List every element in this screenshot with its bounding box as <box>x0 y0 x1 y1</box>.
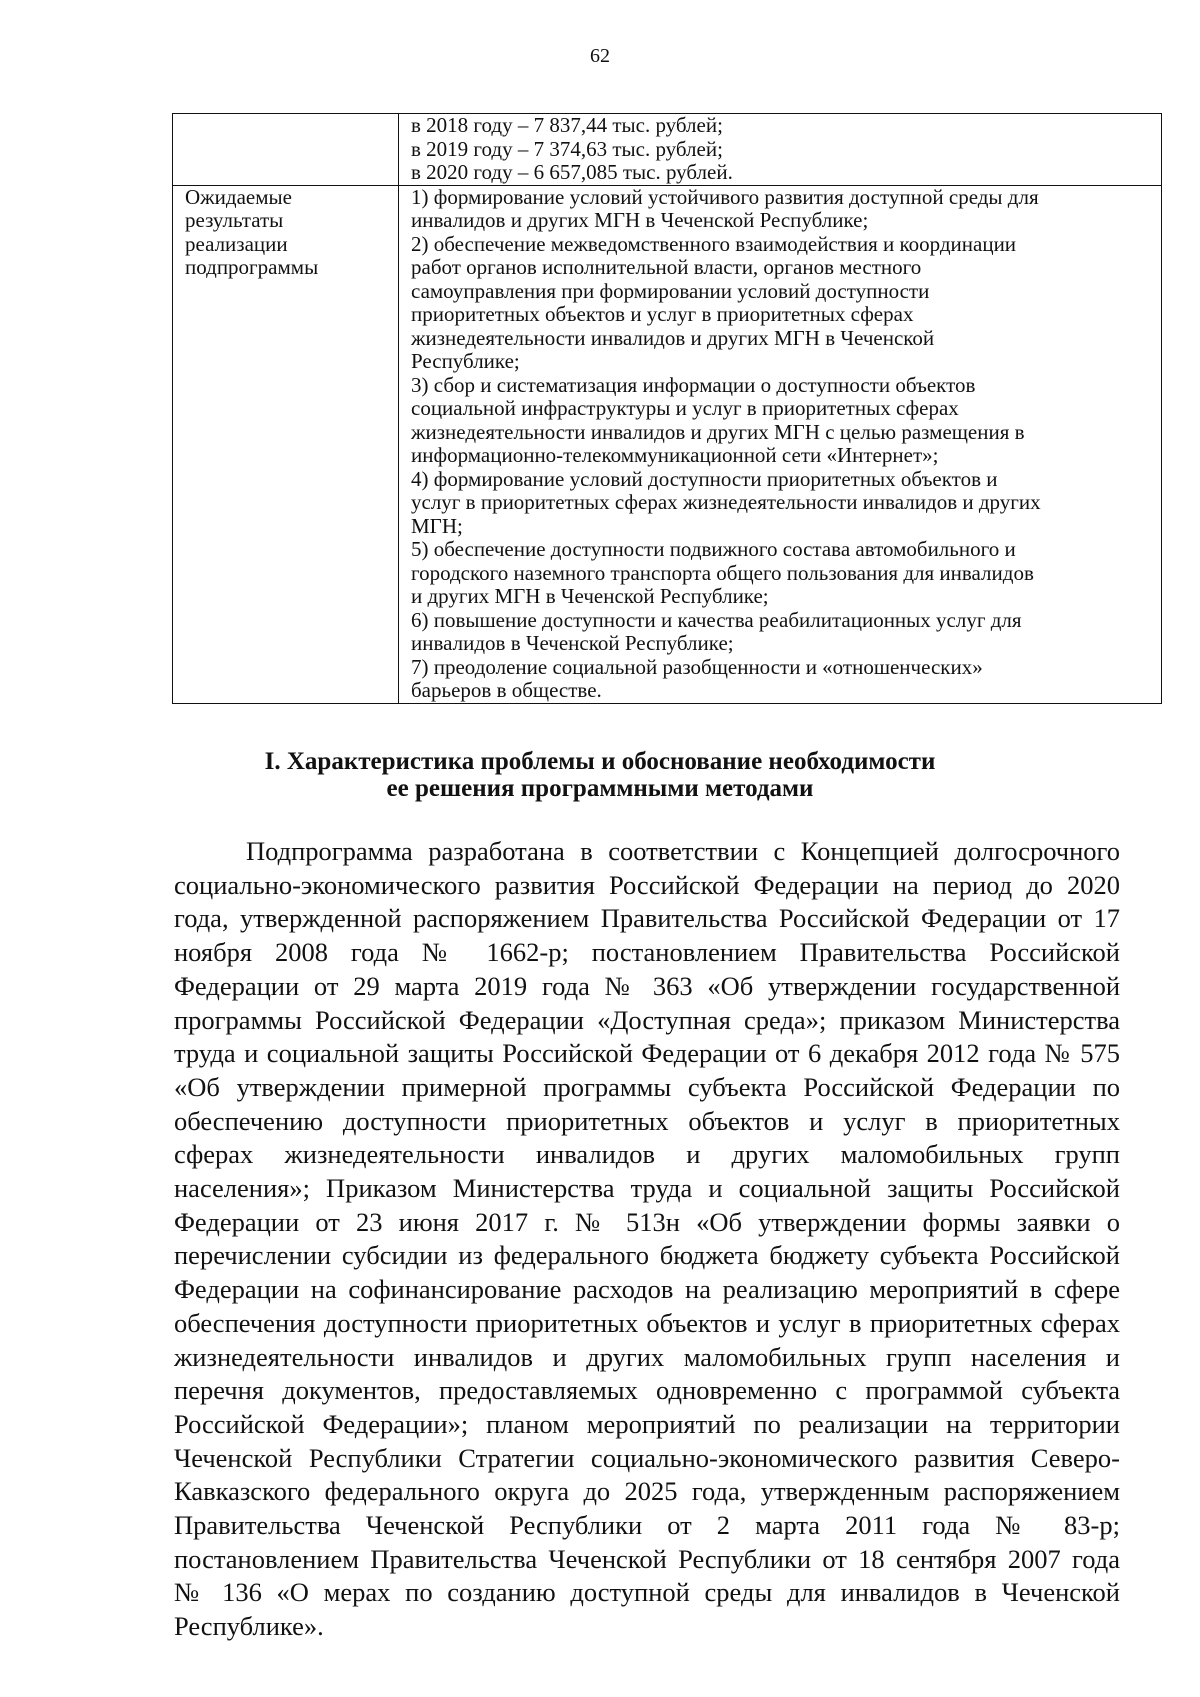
paragraph-line: труда и социальной защиты Российской Федерации от 6 декабря 2012 года № 575 <box>174 1038 1120 1069</box>
paragraph-line: обеспечения доступности приоритетных объектов и услуг в приоритетных сферах <box>174 1307 1120 1338</box>
paragraph-line: Кавказского федерального округа до 2025 года, утвержденным распоряжением <box>174 1476 1120 1507</box>
section-title-line: I. Характеристика проблемы и обоснование необходимости <box>264 748 936 775</box>
paragraph-line: Федерации на софинансирование расходов на реализацию мероприятий в сфере <box>174 1274 1120 1305</box>
label-line: реализации <box>185 231 288 256</box>
text-line: барьеров в обществе. <box>411 678 602 702</box>
paragraph-line: Правительства Чеченской Республики от 2 марта 2011 года № 83-р; <box>174 1510 1120 1541</box>
text-line: Республике; <box>411 349 520 373</box>
section-title <box>0 748 1200 802</box>
section-title-line: ее решения программными методами <box>386 775 814 802</box>
paragraph-line: года, утвержденной распоряжением Правительства Российской Федерации от 17 <box>174 903 1120 934</box>
text-line: жизнедеятельности инвалидов и других МГН с целью размещения в <box>411 419 1025 444</box>
body-paragraph <box>174 835 1120 1644</box>
paragraph-line: программы Российской Федерации «Доступная среда»; приказом Министерства <box>174 1004 1120 1035</box>
paragraph-line: «Об утверждении примерной программы субъекта Российской Федерации по <box>174 1071 1120 1102</box>
text-line: 6) повышение доступности и качества реабилитационных услуг для <box>411 607 1022 632</box>
paragraph-line: обеспечению доступности приоритетных объектов и услуг в приоритетных <box>174 1105 1120 1136</box>
paragraph-line: ноября 2008 года № 1662-р; постановлением Правительства Российской <box>174 937 1120 968</box>
text-line: в 2020 году – 6 657,085 тыс. рублей. <box>411 160 733 184</box>
text-line: 2) обеспечение межведомственного взаимодействия и координации <box>411 231 1017 256</box>
text-line: 7) преодоление социальной разобщенности и «отношенческих» <box>411 654 983 679</box>
subprogram-passport-table <box>172 113 1162 704</box>
paragraph-line: Республике». <box>174 1611 324 1642</box>
table-row-expected-results <box>173 185 1162 703</box>
label-line: Ожидаемые <box>185 184 292 209</box>
text-line: 1) формирование условий устойчивого развития доступной среды для <box>411 184 1039 209</box>
paragraph-line: Федерации от 23 июня 2017 г. № 513н «Об утверждении формы заявки о <box>174 1206 1120 1237</box>
text-line: в 2018 году – 7 837,44 тыс. рублей; <box>411 113 723 137</box>
text-line: 5) обеспечение доступности подвижного состава автомобильного и <box>411 537 1016 561</box>
paragraph-line: № 136 «О мерах по созданию доступной среды для инвалидов в Чеченской <box>174 1577 1120 1608</box>
paragraph-line: населения»; Приказом Министерства труда и социальной защиты Российской <box>174 1173 1120 1204</box>
label-line: результаты <box>185 208 284 232</box>
paragraph-line: Российской Федерации»; планом мероприятий по реализации на территории <box>174 1408 1120 1439</box>
text-line: информационно-телекоммуникационной сети «Интернет»; <box>411 443 939 467</box>
paragraph-line: жизнедеятельности инвалидов и других маломобильных групп населения и <box>174 1341 1120 1372</box>
text-line: городского наземного транспорта общего пользования для инвалидов <box>411 560 1034 585</box>
text-line: МГН; <box>411 513 463 538</box>
paragraph-line: перечислении субсидии из федерального бюджета бюджету субъекта Российской <box>174 1240 1120 1271</box>
paragraph-line: Чеченской Республики Стратегии социально-экономического развития Северо- <box>174 1442 1120 1473</box>
table-row-funding <box>173 114 1162 186</box>
page-number: 62 <box>590 45 610 67</box>
text-line: в 2019 году – 7 374,63 тыс. рублей; <box>411 136 723 161</box>
text-line: услуг в приоритетных сферах жизнедеятельности инвалидов и других <box>411 490 1041 514</box>
paragraph-line: постановлением Правительства Чеченской Республики от 18 сентября 2007 года <box>174 1543 1120 1574</box>
text-line: работ органов исполнительной власти, органов местного <box>411 255 922 279</box>
label-line: подпрограммы <box>185 255 319 279</box>
text-line: 3) сбор и систематизация информации о доступности объектов <box>411 372 976 397</box>
paragraph-line: Федерации от 29 марта 2019 года № 363 «Об утверждении государственной <box>174 970 1120 1001</box>
text-line: жизнедеятельности инвалидов и других МГН в Чеченской <box>411 325 935 350</box>
text-line: инвалидов в Чеченской Республике; <box>411 631 734 655</box>
text-line: социальной инфраструктуры и услуг в приоритетных сферах <box>411 396 959 420</box>
table-cell-label-expected-results <box>173 185 399 703</box>
table-cell-expected-results <box>399 185 1162 703</box>
table-cell-label-empty <box>173 114 399 186</box>
text-line: приоритетных объектов и услуг в приоритетных сферах <box>411 302 914 326</box>
paragraph-line: социально-экономического развития Российской Федерации на период до 2020 <box>174 869 1120 900</box>
paragraph-line: Подпрограмма разработана в соответствии с Концепцией долгосрочного <box>246 836 1120 866</box>
text-line: самоуправления при формировании условий доступности <box>411 278 930 303</box>
paragraph-line: сферах жизнедеятельности инвалидов и других маломобильных групп <box>174 1139 1120 1170</box>
text-line: 4) формирование условий доступности приоритетных объектов и <box>411 466 998 491</box>
paragraph-line: перечня документов, предоставляемых одновременно с программой субъекта <box>174 1375 1120 1406</box>
text-line: и других МГН в Чеченской Республике; <box>411 584 769 608</box>
table-cell-funding-years <box>399 114 1162 186</box>
text-line: инвалидов и других МГН в Чеченской Республике; <box>411 208 869 232</box>
